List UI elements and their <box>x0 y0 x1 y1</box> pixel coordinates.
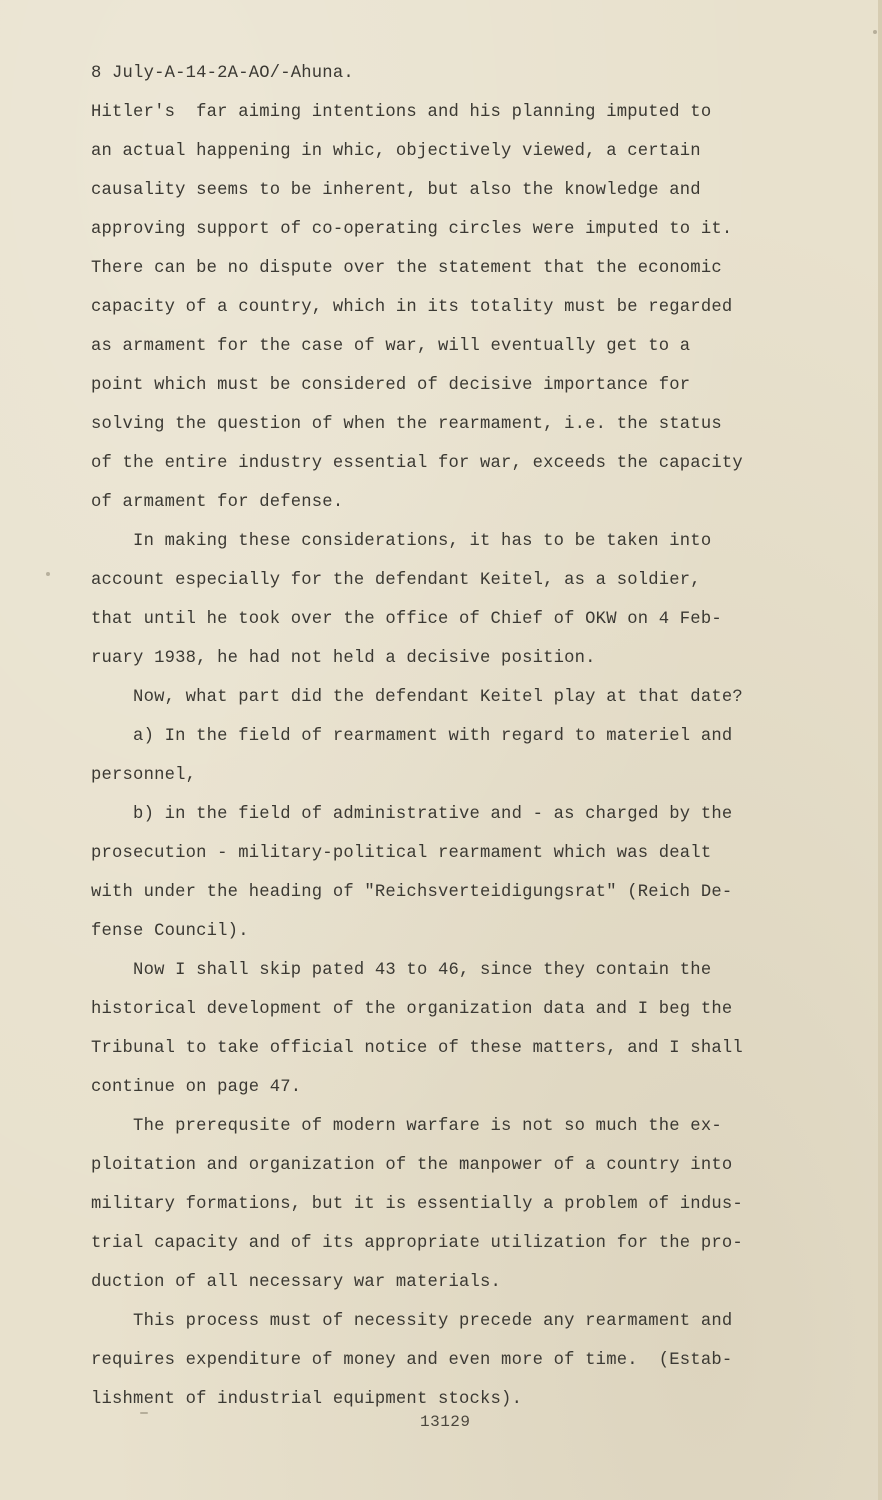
text-line: a) In the field of rearmament with regard to materiel and <box>91 727 733 746</box>
text-line: In making these considerations, it has to be taken into <box>91 532 712 551</box>
text-line: causality seems to be inherent, but also the knowledge and <box>91 181 701 200</box>
text-line: with under the heading of "Reichsverteidigungsrat" (Reich De- <box>91 883 733 902</box>
document-header: 8 July-A-14-2A-AO/-Ahuna. <box>91 64 354 83</box>
paper-mark <box>46 572 50 576</box>
text-line: Tribunal to take official notice of these matters, and I shall <box>91 1039 743 1058</box>
text-line: prosecution - military-political rearmament which was dealt <box>91 844 712 863</box>
text-line: There can be no dispute over the statement that the economic <box>91 259 722 278</box>
text-line: This process must of necessity precede any rearmament and <box>91 1312 733 1331</box>
text-line: Hitler's far aiming intentions and his planning imputed to <box>91 103 712 122</box>
text-line: capacity of a country, which in its totality must be regarded <box>91 298 733 317</box>
text-line: approving support of co-operating circles were imputed to it. <box>91 220 733 239</box>
text-line: an actual happening in whic, objectively viewed, a certain <box>91 142 701 161</box>
document-body <box>91 54 831 1419</box>
text-line: The prerequsite of modern warfare is not so much the ex- <box>91 1117 722 1136</box>
page-edge <box>878 0 882 1500</box>
text-line: continue on page 47. <box>91 1078 302 1097</box>
text-line: of armament for defense. <box>91 493 344 512</box>
text-line: ruary 1938, he had not held a decisive position. <box>91 649 596 668</box>
text-line: requires expenditure of money and even more of time. (Estab- <box>91 1351 733 1370</box>
text-line: that until he took over the office of Chief of OKW on 4 Feb- <box>91 610 722 629</box>
text-line: point which must be considered of decisive importance for <box>91 376 691 395</box>
text-line: solving the question of when the rearmament, i.e. the status <box>91 415 722 434</box>
text-line: military formations, but it is essentially a problem of indus- <box>91 1195 743 1214</box>
page-number: 13129 <box>420 1413 471 1431</box>
text-line: personnel, <box>91 766 197 785</box>
text-line: Now I shall skip pated 43 to 46, since they contain the <box>91 961 712 980</box>
text-line: account especially for the defendant Keitel, as a soldier, <box>91 571 701 590</box>
text-line: duction of all necessary war materials. <box>91 1273 502 1292</box>
text-line: as armament for the case of war, will eventually get to a <box>91 337 691 356</box>
text-line: of the entire industry essential for war, exceeds the capacity <box>91 454 743 473</box>
paper-mark <box>873 30 877 34</box>
text-line: ploitation and organization of the manpower of a country into <box>91 1156 733 1175</box>
text-line: Now, what part did the defendant Keitel play at that date? <box>91 688 743 707</box>
text-line: historical development of the organization data and I beg the <box>91 1000 733 1019</box>
text-line: lishment of industrial equipment stocks). <box>91 1390 523 1409</box>
text-line: fense Council). <box>91 922 249 941</box>
paper-mark <box>140 1412 148 1414</box>
text-line: trial capacity and of its appropriate utilization for the pro- <box>91 1234 743 1253</box>
text-line: b) in the field of administrative and - as charged by the <box>91 805 733 824</box>
